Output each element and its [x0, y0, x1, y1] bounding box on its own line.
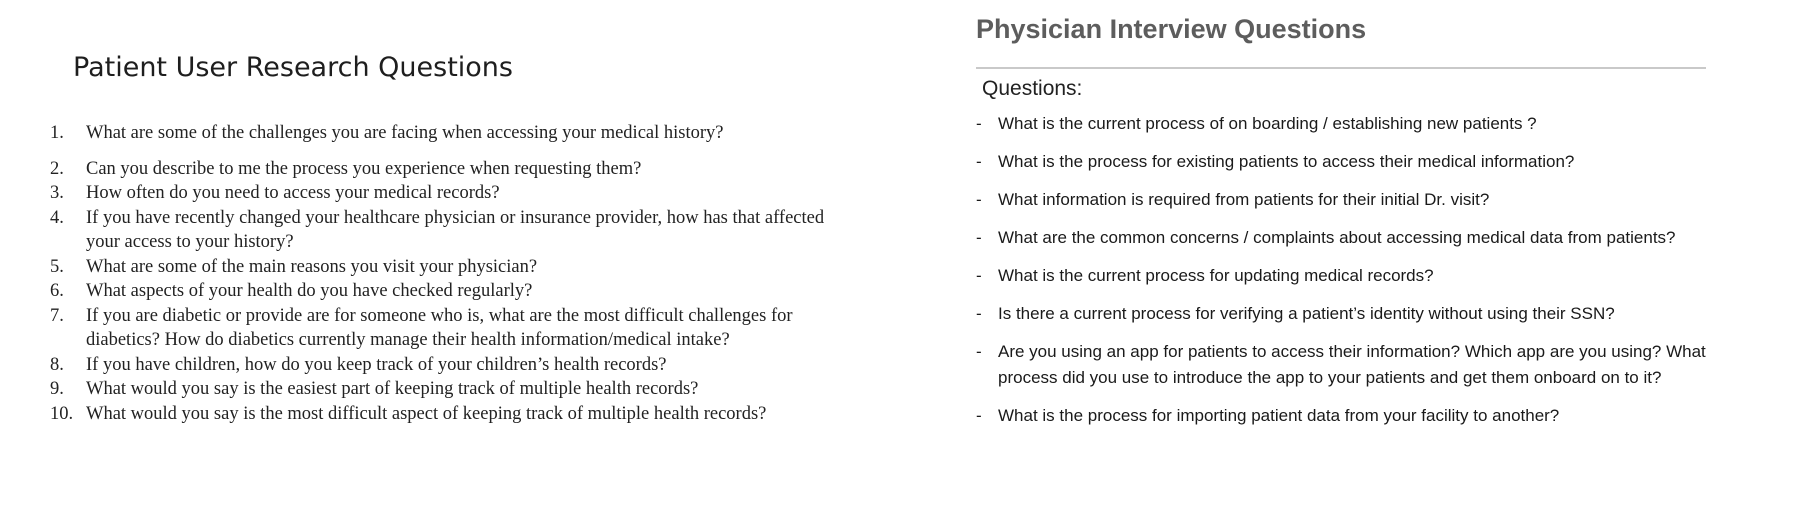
list-item — [50, 279, 840, 304]
question-text: If you are diabetic or provide are for someone who is, what are the most difficult challenges for diabetics? How do diabetics currently manage their health information/medical intake? — [86, 305, 793, 350]
question-text: What are some of the main reasons you visit your physician? — [86, 256, 538, 277]
list-item — [50, 304, 840, 353]
list-item — [976, 111, 1716, 137]
question-text: What would you say is the most difficult aspect of keeping track of multiple health records? — [86, 403, 767, 424]
list-item — [976, 225, 1716, 251]
questions-label: Questions: — [982, 77, 1083, 100]
list-item — [976, 301, 1716, 327]
item-number: 5. — [50, 256, 64, 277]
question-text: Are you using an app for patients to access their information? Which app are you using? What process did you use to introduce the app to your patients and get them onboard on to it? — [998, 342, 1706, 387]
question-text: What are the common concerns / complaints about accessing medical data from patients? — [998, 228, 1676, 247]
item-number: 8. — [50, 354, 64, 375]
question-text: What are some of the challenges you are facing when accessing your medical history? — [86, 123, 724, 143]
question-text: Can you describe to me the process you experience when requesting them? — [86, 158, 642, 179]
question-text: What would you say is the easiest part of keeping track of multiple health records? — [86, 379, 699, 399]
item-number: 3. — [50, 183, 64, 203]
divider — [976, 67, 1706, 69]
question-text: If you have recently changed your healthcare physician or insurance provider, how has that affected your access to your history? — [86, 207, 825, 252]
question-text: What information is required from patients for their initial Dr. visit? — [998, 190, 1490, 209]
question-text: Is there a current process for verifying a patient’s identity without using their SSN? — [998, 304, 1615, 323]
bullet-dash: - — [976, 304, 982, 323]
bullet-dash: - — [976, 342, 982, 361]
bullet-dash: - — [976, 114, 982, 133]
list-item — [50, 377, 840, 402]
list-item — [50, 353, 840, 378]
bullet-dash: - — [976, 406, 982, 425]
bullet-dash: - — [976, 228, 982, 247]
item-number: 10. — [50, 403, 74, 424]
patient-title: Patient User Research Questions — [73, 52, 513, 83]
list-item — [50, 121, 840, 146]
question-text: What is the process for existing patients to access their medical information? — [998, 152, 1575, 171]
question-text: What is the current process of on boarding / establishing new patients ? — [998, 114, 1537, 133]
question-text: What is the current process for updating medical records? — [998, 266, 1434, 285]
item-number: 4. — [50, 207, 64, 228]
list-item — [976, 263, 1716, 289]
item-number: 6. — [50, 281, 64, 301]
list-item — [976, 403, 1716, 429]
list-item — [50, 402, 840, 427]
patient-questions-panel — [50, 52, 840, 426]
question-text: What aspects of your health do you have checked regularly? — [86, 281, 533, 301]
physician-questions-panel — [976, 14, 1716, 441]
list-item — [50, 206, 840, 255]
list-item — [50, 157, 840, 182]
question-text: If you have children, how do you keep track of your children’s health records? — [86, 354, 667, 375]
item-number: 7. — [50, 305, 64, 326]
bullet-dash: - — [976, 266, 982, 285]
patient-question-list — [50, 121, 840, 426]
list-item — [976, 339, 1716, 391]
question-text: What is the process for importing patient data from your facility to another? — [998, 406, 1560, 425]
bullet-dash: - — [976, 190, 982, 209]
item-number: 1. — [50, 123, 64, 143]
item-number: 9. — [50, 379, 64, 399]
list-item — [976, 187, 1716, 213]
item-number: 2. — [50, 158, 64, 179]
list-item — [50, 255, 840, 280]
bullet-dash: - — [976, 152, 982, 171]
physician-title: Physician Interview Questions — [976, 14, 1367, 44]
list-item — [50, 181, 840, 206]
list-item — [976, 149, 1716, 175]
question-text: How often do you need to access your medical records? — [86, 183, 500, 203]
physician-question-list — [976, 111, 1716, 429]
